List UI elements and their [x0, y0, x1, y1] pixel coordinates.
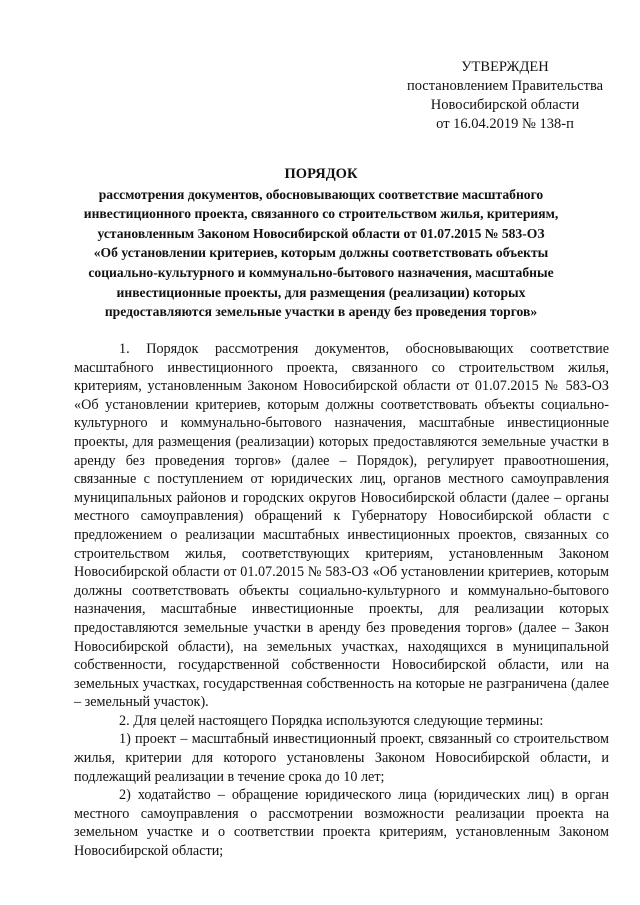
document-title: [40, 165, 602, 322]
approval-date-number: от 16.04.2019 № 138-п: [436, 116, 574, 132]
paragraph-2: 2. Для целей настоящего Порядка используются следующие термины:: [119, 712, 544, 729]
paragraph-term-1: 1) проект – масштабный инвестиционный проект, связанный со строительством жилья, критерии для которого установлены Законом Новосибирской области, и подлежащий реализации в течение срока до 10 лет;: [74, 731, 609, 785]
title-line: социально-культурного и коммунально-бытового назначения, масштабные: [88, 264, 554, 280]
title-line: установленным Законом Новосибирской области от 01.07.2015 № 583-ОЗ: [97, 225, 545, 241]
approval-decree: постановлением Правительства: [406, 78, 604, 94]
title-line: инвестиционные проекты, для размещения (реализации) которых: [116, 284, 526, 300]
approval-title: УТВЕРЖДЕН: [461, 59, 549, 75]
title-line: инвестиционного проекта, связанного со строительством жилья, критериям,: [83, 206, 559, 222]
approval-region: Новосибирской области: [430, 97, 580, 113]
approval-stamp: [395, 58, 615, 134]
paragraph-1: 1. Порядок рассмотрения документов, обосновывающих соответствие масштабного инвестиционного проекта, связанного со строительством жилья, критериям, установленным Законом Новосибирской области от 01.07.2015 № 583-ОЗ «Об установлении критериев, которым должны соответствовать объекты социально-культурного и коммунально-бытового назначения, масштабные инвестиционные проекты, для размещения (реализации) которых предоставляются земельные участки в аренду без проведения торгов» (далее – Порядок), регулирует правоотношения, связанные с поступлением от юридических лиц, органов местного самоуправления муниципальных районов и городских округов Новосибирской области (далее – органы местного самоуправления) обращений к Губернатору Новосибирской области с предложением о реализации масштабных инвестиционных проектов, связанных со строительством жилья, соответствующих критериям, установленным Законом Новосибирской области от 01.07.2015 № 583-ОЗ «Об установлении критериев, которым должны соответствовать объекты социально-культурного и коммунально-бытового назначения, масштабные инвестиционные проекты, для реализации которых предоставляются земельные участки в аренду без проведения торгов» (далее – Закон Новосибирской области), на земельных участках, находящихся в муниципальной собственности, государственной собственности Новосибирской области, или на земельных участках, государственная собственность на которые не разграничена (далее – земельный участок).: [74, 341, 609, 711]
title-line: «Об установлении критериев, которым должны соответствовать объекты: [93, 245, 549, 261]
title-line: рассмотрения документов, обосновывающих соответствие масштабного: [98, 186, 544, 202]
paragraph-term-2: 2) ходатайство – обращение юридического лица (юридических лиц) в орган местного самоуправления о рассмотрении возможности реализации проекта на земельном участке и о соответствии проекта критериям, установленным Законом Новосибирской области;: [74, 787, 609, 860]
document-body: [74, 340, 609, 861]
title-line: предоставляются земельные участки в аренду без проведения торгов»: [104, 304, 538, 320]
title-heading: ПОРЯДОК: [284, 166, 358, 182]
